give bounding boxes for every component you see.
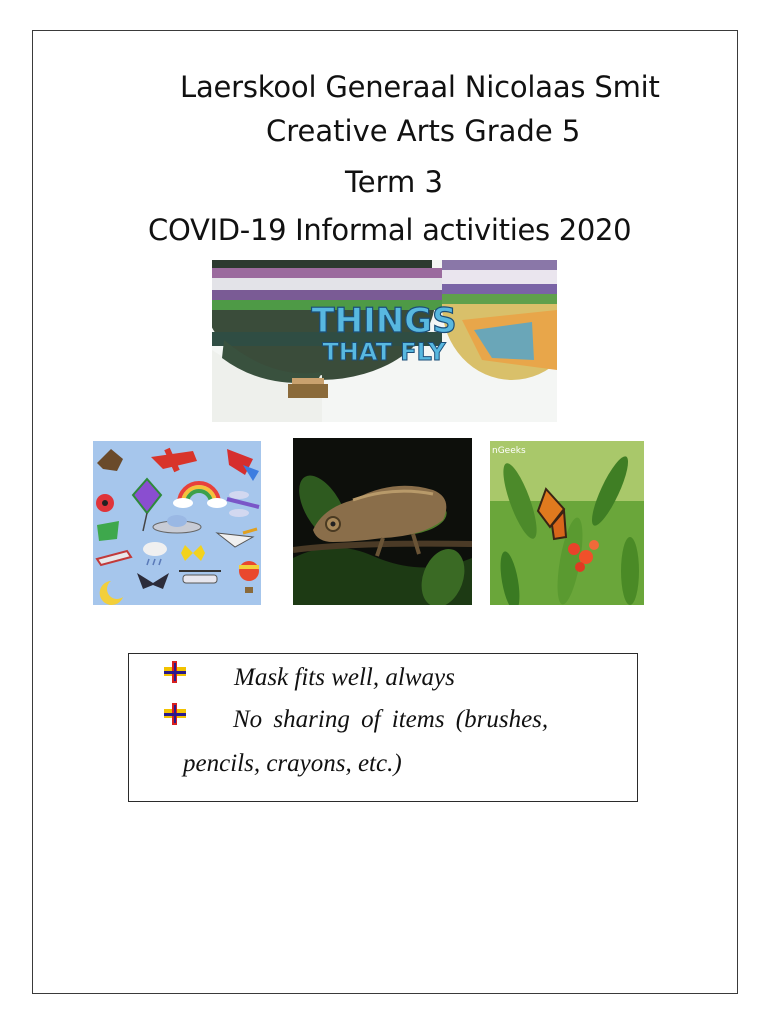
term-title: Term 3 — [345, 165, 443, 199]
hot-air-balloon-illustration — [212, 260, 557, 422]
flying-things-clipart — [93, 441, 261, 605]
things-that-fly-banner — [212, 260, 557, 422]
rule-no-sharing-continued: pencils, crayons, etc.) — [183, 750, 402, 777]
banner-text-that-fly: THAT FLY — [322, 338, 446, 366]
bullet-plus-icon — [164, 703, 186, 725]
banner-text-things: THINGS — [311, 301, 457, 341]
rule-no-sharing: No sharing of items (brushes, — [233, 706, 549, 733]
chameleon-photo — [293, 438, 472, 605]
butterfly-photo — [490, 441, 644, 605]
photo-watermark: nGeeks — [492, 446, 526, 456]
school-title: Laerskool Generaal Nicolaas Smit — [180, 70, 660, 104]
activities-title: COVID-19 Informal activities 2020 — [148, 213, 632, 247]
bullet-plus-icon — [164, 661, 186, 683]
subject-title: Creative Arts Grade 5 — [266, 114, 581, 148]
rule-mask: Mask fits well, always — [234, 664, 455, 691]
